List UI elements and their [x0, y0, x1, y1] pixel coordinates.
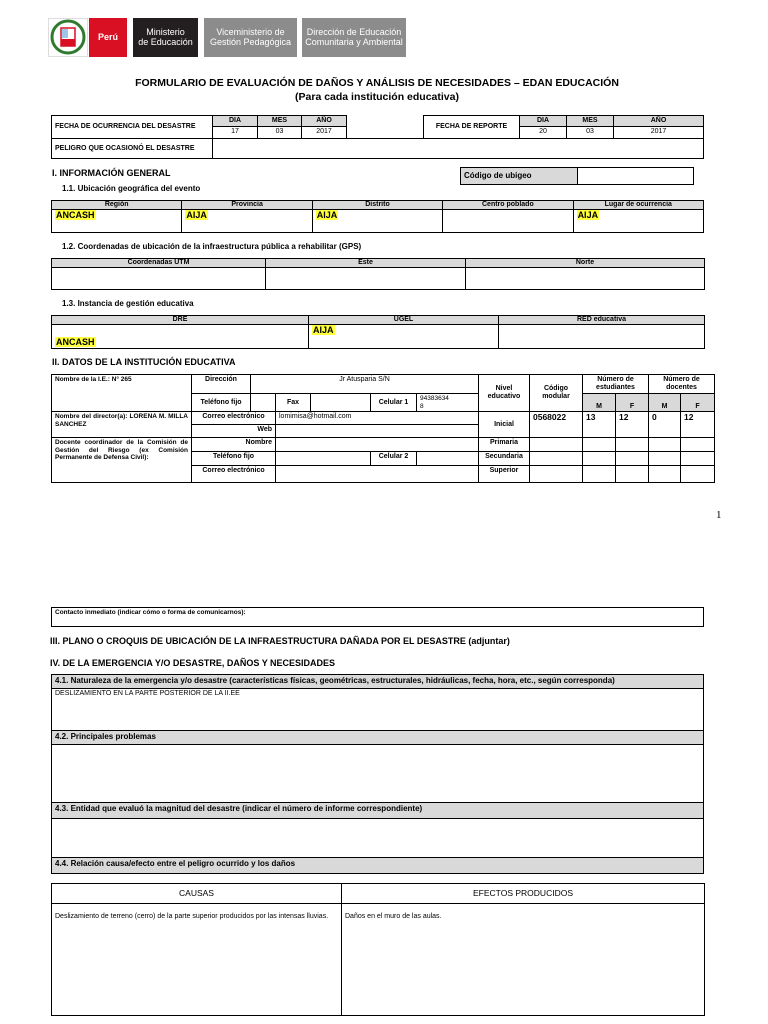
inicial-est-f: 12 [616, 412, 649, 438]
telefono-fijo2-label: Teléfono fijo [192, 452, 276, 466]
norte-field[interactable] [466, 268, 705, 290]
section-4-title: IV. DE LA EMERGENCIA Y/O DESASTRE, DAÑOS Y NECESIDADES [50, 658, 336, 668]
est-m: M [583, 394, 616, 412]
correo2-label: Correo electrónico [192, 466, 276, 483]
este-field[interactable] [266, 268, 466, 290]
inst-header-red: RED educativa [499, 316, 705, 325]
efecto-value: Daños en el muro de las aulas. [342, 904, 705, 1016]
telefono-fijo2-field[interactable] [276, 452, 371, 466]
docentes-header: Número de docentes [649, 375, 715, 394]
telefono-fijo-field[interactable] [251, 394, 276, 412]
section-1-1-title: 1.1. Ubicación geográfica del evento [62, 184, 201, 193]
web-label: Web [192, 425, 276, 438]
primaria-doc-m[interactable] [649, 438, 681, 452]
coord-header-este: Este [266, 259, 466, 268]
form-subtitle: (Para cada institución educativa) [295, 91, 459, 103]
contacto-table [51, 607, 704, 627]
celular1-label: Celular 1 [371, 394, 417, 412]
direccion-logo [302, 18, 406, 57]
ano-header: AÑO [614, 116, 704, 127]
peligro-field[interactable] [213, 139, 704, 159]
superior-doc-m[interactable] [649, 466, 681, 483]
ano-header: AÑO [302, 116, 347, 127]
dre-value: ANCASH [56, 337, 95, 347]
institucion-table [51, 374, 715, 483]
h44-label: 4.4. Relación causa/efecto entre el peligro ocurrido y los daños [52, 858, 704, 874]
nivel-header: Nivel educativo [479, 375, 530, 412]
correo2-field[interactable] [276, 466, 479, 483]
fecha-reporte-label: FECHA DE REPORTE [424, 116, 520, 139]
ubic-header-provincia: Provincia [182, 201, 312, 210]
ocurrencia-ano: 2017 [302, 127, 347, 139]
problemas-field[interactable] [52, 745, 704, 803]
h42-label: 4.2. Principales problemas [52, 731, 704, 745]
peru-logo [89, 18, 127, 57]
secundaria-doc-m[interactable] [649, 452, 681, 466]
fax-field[interactable] [311, 394, 371, 412]
secundaria-codigo[interactable] [530, 452, 583, 466]
ubigeo-label: Código de ubigeo [461, 168, 578, 185]
inst-header-ugel: UGEL [309, 316, 499, 325]
nombre-label: Nombre [192, 438, 276, 452]
direccion-label: Dirección de Educación Comunitaria y Ambiental [305, 27, 403, 47]
inicial-doc-f: 12 [681, 412, 715, 438]
viceministerio-label: Viceministerio de Gestión Pedagógica [209, 27, 292, 47]
region-value: ANCASH [56, 210, 95, 221]
correo-value: lomimisa@hotmail.com [276, 412, 479, 425]
ubic-header-region: Región [52, 201, 182, 210]
primaria-codigo[interactable] [530, 438, 583, 452]
inicial-est-m: 13 [583, 412, 616, 438]
section-1-title: I. INFORMACIÓN GENERAL [52, 168, 171, 178]
section-3-title: III. PLANO O CROQUIS DE UBICACIÓN DE LA INFRAESTRUCTURA DAÑADA POR EL DESASTRE (adjuntar) [50, 636, 510, 646]
red-field[interactable] [499, 325, 705, 349]
inst-header-dre: DRE [52, 316, 309, 325]
section-1-3-title: 1.3. Instancia de gestión educativa [62, 299, 194, 308]
peru-shield-logo [48, 18, 88, 57]
inicial-doc-m: 0 [649, 412, 681, 438]
utm-field[interactable] [52, 268, 266, 290]
dates-table [51, 115, 704, 159]
peru-label: Perú [97, 31, 118, 42]
primaria-est-f[interactable] [616, 438, 649, 452]
coordenadas-table [51, 258, 705, 290]
superior-codigo[interactable] [530, 466, 583, 483]
ubigeo-table [460, 167, 694, 185]
doc-m: M [649, 394, 681, 412]
fax-label: Fax [276, 394, 311, 412]
viceministerio-logo [204, 18, 297, 57]
est-f: F [616, 394, 649, 412]
section-4-table [51, 674, 704, 874]
doc-f: F [681, 394, 715, 412]
secundaria-est-m[interactable] [583, 452, 616, 466]
ministerio-logo [133, 18, 198, 57]
peligro-label: PELIGRO QUE OCASIONÓ EL DESASTRE [52, 139, 213, 159]
causas-header: CAUSAS [52, 884, 342, 904]
correo-label: Correo electrónico [192, 412, 276, 425]
reporte-dia: 20 [520, 127, 567, 139]
web-field[interactable] [276, 425, 479, 438]
h41-label: 4.1. Naturaleza de la emergencia y/o desastre (características físicas, geométricas, estructurales, hidráulicas, fecha, hora, etc., según corresponda) [52, 675, 704, 689]
section-2-title: II. DATOS DE LA INSTITUCIÓN EDUCATIVA [52, 357, 236, 367]
coord-header-norte: Norte [466, 259, 705, 268]
nivel-superior: Superior [479, 466, 530, 483]
distrito-value: AIJA [316, 210, 338, 221]
direccion-label: Dirección [192, 375, 251, 394]
ocurrencia-mes: 03 [258, 127, 302, 139]
ocurrencia-dia: 17 [213, 127, 258, 139]
fecha-ocurrencia-label: FECHA DE OCURRENCIA DEL DESASTRE [52, 116, 213, 139]
spacer [347, 116, 424, 139]
lugar-value: AIJA [577, 210, 599, 221]
codigo-header: Código modular [530, 375, 583, 412]
director-label: Nombre del director(a): LORENA M. MILLA SANCHEZ [52, 412, 192, 438]
secundaria-est-f[interactable] [616, 452, 649, 466]
causas-table [51, 883, 705, 1016]
dia-header: DIA [213, 116, 258, 127]
superior-est-m[interactable] [583, 466, 616, 483]
direccion-value: Jr Atusparia S/N [251, 375, 479, 394]
ministerio-label: Ministerio de Educación [138, 27, 193, 47]
ubic-header-centro: Centro poblado [443, 201, 573, 210]
centro-poblado-field[interactable] [443, 210, 573, 233]
dia-header: DIA [520, 116, 567, 127]
coord-header-utm: Coordenadas UTM [52, 259, 266, 268]
entidad-field[interactable] [52, 819, 704, 858]
coordinador-label: Docente coordinador de la Comisión de Gestión del Riesgo (ex Comisión Permanente de Defensa Civil): [52, 438, 192, 483]
celular2-field[interactable] [417, 452, 479, 466]
nivel-inicial: Inicial [479, 412, 530, 438]
ubigeo-field[interactable] [578, 168, 694, 185]
estudiantes-header: Número de estudiantes [583, 375, 649, 394]
h41-value: DESLIZAMIENTO EN LA PARTE POSTERIOR DE LA II.EE [52, 689, 704, 731]
primaria-doc-f[interactable] [681, 438, 715, 452]
nivel-secundaria: Secundaria [479, 452, 530, 466]
ubic-header-distrito: Distrito [312, 201, 442, 210]
provincia-value: AIJA [186, 210, 207, 221]
nivel-primaria: Primaria [479, 438, 530, 452]
form-title: FORMULARIO DE EVALUACIÓN DE DAÑOS Y ANÁLISIS DE NECESIDADES – EDAN EDUCACIÓN [135, 77, 619, 89]
causa-value: Deslizamiento de terreno (cerro) de la parte superior producidos por las intensas lluvias. [52, 904, 342, 1016]
ubicacion-table [51, 200, 704, 233]
reporte-ano: 2017 [614, 127, 704, 139]
contacto-label: Contacto inmediato (indicar cómo o forma de comunicarnos): [52, 608, 704, 627]
celular2-label: Celular 2 [371, 452, 417, 466]
primaria-est-m[interactable] [583, 438, 616, 452]
mes-header: MES [258, 116, 302, 127]
reporte-mes: 03 [567, 127, 614, 139]
instancia-table [51, 315, 705, 349]
superior-doc-f[interactable] [681, 466, 715, 483]
section-1-2-title: 1.2. Coordenadas de ubicación de la infraestructura pública a rehabilitar (GPS) [62, 242, 362, 251]
ugel-value: AIJA [313, 325, 334, 336]
superior-est-f[interactable] [616, 466, 649, 483]
h43-label: 4.3. Entidad que evaluó la magnitud del desastre (indicar el número de informe correspondiente) [52, 803, 704, 819]
ubic-header-lugar: Lugar de ocurrencia [573, 201, 703, 210]
secundaria-doc-f[interactable] [681, 452, 715, 466]
mes-header: MES [567, 116, 614, 127]
inicial-codigo: 0568022 [530, 412, 583, 438]
telefono-fijo-label: Teléfono fijo [192, 394, 251, 412]
efectos-header: EFECTOS PRODUCIDOS [342, 884, 705, 904]
page-number: 1 [716, 509, 722, 521]
nombre-ie: Nombre de la I.E.: N° 265 [52, 375, 192, 412]
celular1-value: 94383634 8 [417, 394, 479, 412]
nombre-field[interactable] [276, 438, 479, 452]
